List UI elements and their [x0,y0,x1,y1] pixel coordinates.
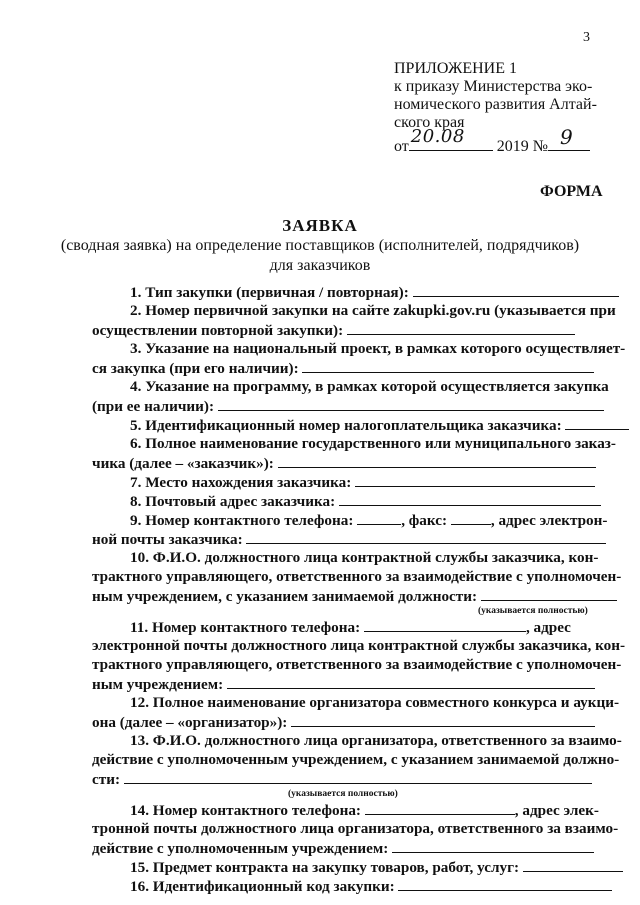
document-title [0,216,640,276]
item-13-label: 13. Ф.И.О. должностного лица организатора, ответственного за взаимо- [130,732,622,749]
number-field [548,125,590,151]
item-11-blank [364,617,526,632]
item-14-email-blank [392,838,594,853]
item-2 [92,301,616,320]
item-7-blank [355,472,595,487]
number-handwritten: 9 [560,125,574,149]
item-11-label-cont-2: трактного управляющего, ответственного за взаимодействие с уполномочен- [92,656,622,673]
item-9-cont [92,529,598,548]
item-6-label: 6. Полное наименование государственного или муниципального заказ- [130,435,616,452]
item-13-label-cont-1: действие с уполномоченным учреждением, с указанием занимаемой должно- [92,751,620,768]
item-8 [92,491,598,510]
item-14-label-cont-2: действие с уполномоченным учреждением: [92,840,389,857]
item-4-label: 4. Указание на программу, в рамках которой осуществляется закупка [130,378,609,395]
item-13-note [92,788,598,800]
item-7-label: 7. Место нахождения заказчика: [130,474,352,491]
item-11-cont-3 [92,674,598,693]
item-6 [92,434,616,453]
item-10-note [92,605,598,617]
item-10-cont-1 [92,567,622,586]
item-9-label-cont: ной почты заказчика: [92,531,243,548]
item-11 [92,617,598,636]
item-5 [92,415,598,434]
item-12-cont [92,712,598,731]
item-11-cont-1 [92,636,626,655]
item-5-label: 5. Идентификационный номер налогоплательщика заказчика: [130,417,562,434]
item-2-label-cont: осуществлении повторной закупки): [92,322,344,339]
date-field-tail [465,134,493,151]
item-9-fax-blank [451,510,491,525]
item-16-label: 16. Идентификационный код закупки: [130,878,395,895]
item-10-label-cont-2: ным учреждением, с указанием занимаемой должности: [92,588,478,605]
appendix-line-1: к приказу Министерства эко- [394,78,593,95]
item-14-label-cont-1: тронной почты должностного лица организатора, ответственного за взаимо- [92,820,619,837]
appendix-line-3: ского края [394,114,465,131]
title-main: ЗАЯВКА [282,216,358,235]
item-13-label-cont-2: сти: [92,771,121,788]
item-3 [92,339,626,358]
item-7 [92,472,598,491]
date-handwritten: 20.08 [410,126,465,147]
item-9-fax-label: , факс: [401,512,448,529]
item-14-label: 14. Номер контактного телефона: [130,802,361,819]
item-6-cont [92,453,598,472]
item-9-phone-label: 9. Номер контактного телефона: [130,512,354,529]
item-12-blank [291,712,595,727]
item-16-blank [398,876,612,891]
item-10-note-text: (указывается полностью) [478,606,588,616]
item-10-label: 10. Ф.И.О. должностного лица контрактной службы заказчика, кон- [130,549,599,566]
appendix-title: ПРИЛОЖЕНИЕ 1 [394,60,518,77]
date-field [409,126,465,151]
form-label: ФОРМА [540,183,603,200]
item-9-phone-blank [357,510,401,525]
item-10-blank [481,586,617,601]
item-9-email-label: , адрес электрон- [490,512,608,529]
appendix-line-2: номического развития Алтай- [394,96,597,113]
item-2-cont [92,320,598,339]
page-number: 3 [583,30,590,45]
item-15-label: 15. Предмет контракта на закупку товаров, работ, услуг: [130,859,520,876]
appendix-block [394,60,597,156]
item-6-label-cont: чика (далее – «заказчик»): [92,455,274,472]
item-2-blank [347,320,575,335]
item-1-blank [413,282,619,297]
title-sub-2: для заказчиков [269,257,371,274]
item-4 [92,377,609,396]
item-3-label-cont: ся закупка (при его наличии): [92,360,299,377]
item-2-label: 2. Номер первичной закупки на сайте zakupki.gov.ru (указывается при [130,302,616,319]
item-14-cont-2 [92,838,598,857]
item-14 [92,800,598,819]
item-10 [92,548,598,567]
item-13-blank [124,769,592,784]
item-8-blank [339,491,601,506]
item-13-cont-1 [92,750,620,769]
item-11-label-b: , адрес [525,619,571,636]
date-prefix: от [394,138,409,155]
item-1-label: 1. Тип закупки (первичная / повторная): [130,284,409,301]
item-11-label-cont-3: ным учреждением: [92,676,224,693]
item-14-blank [365,800,515,815]
form-body [92,282,626,895]
item-3-cont [92,358,598,377]
item-6-blank [278,453,596,468]
item-14-cont-1 [92,819,619,838]
appendix-date-line [394,125,597,156]
year-label: 2019 № [496,138,549,155]
item-11-email-blank [227,674,595,689]
item-9-blank [246,529,606,544]
item-4-cont [92,396,598,415]
item-9 [92,510,608,529]
item-14-label-b: , адрес элек- [514,802,599,819]
item-13-note-text: (указывается полностью) [288,789,398,799]
item-11-label: 11. Номер контактного телефона: [130,619,361,636]
item-10-cont-2 [92,586,598,605]
item-3-blank [302,358,594,373]
item-3-label: 3. Указание на национальный проект, в рамках которого осуществляет- [130,340,626,357]
item-16 [92,876,598,895]
item-12-label-cont: она (далее – «организатор»): [92,714,288,731]
item-11-cont-2 [92,655,622,674]
item-15 [92,857,598,876]
item-1 [92,282,598,301]
item-4-blank [218,396,604,411]
item-11-label-cont-1: электронной почты должностного лица контрактной службы заказчика, кон- [92,637,626,654]
item-15-blank [523,857,623,872]
item-12 [92,693,620,712]
item-13 [92,731,622,750]
item-4-label-cont: (при ее наличии): [92,398,215,415]
item-8-label: 8. Почтовый адрес заказчика: [130,493,336,510]
title-sub-1: (сводная заявка) на определение поставщиков (исполнителей, подрядчиков) [60,237,580,254]
item-10-label-cont-1: трактного управляющего, ответственного за взаимодействие с уполномочен- [92,568,622,585]
item-12-label: 12. Полное наименование организатора совместного конкурса и аукци- [130,694,620,711]
item-5-blank [565,415,629,430]
item-13-cont-2 [92,769,598,788]
